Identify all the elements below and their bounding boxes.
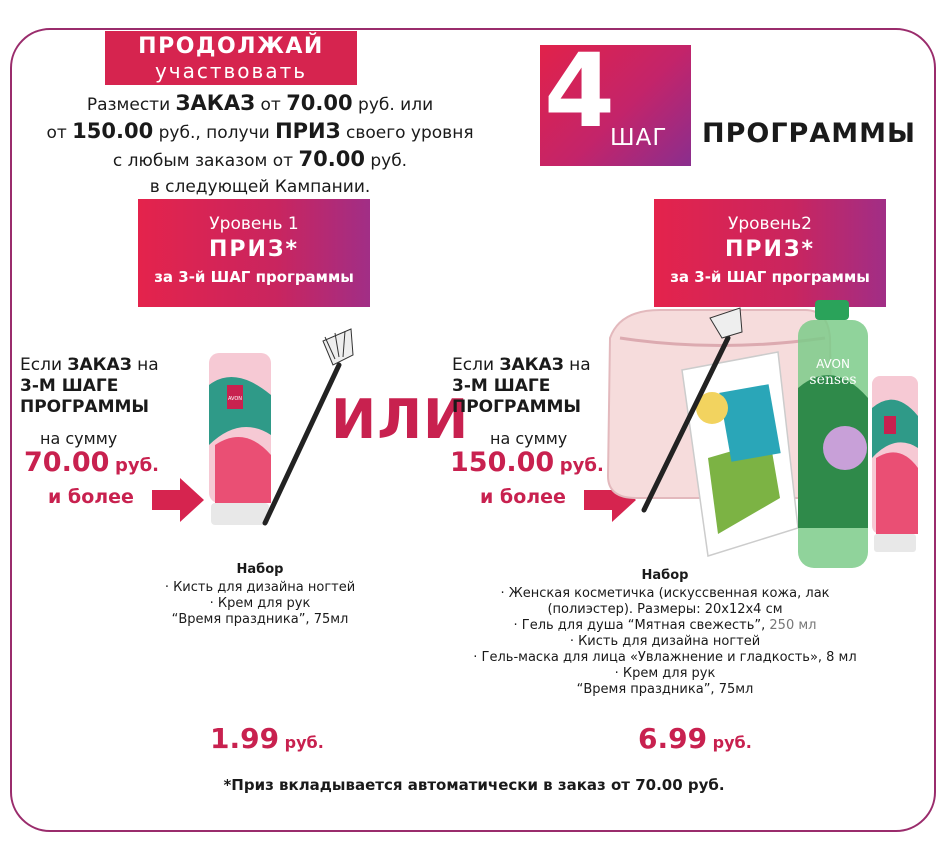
level-1-amount (24, 447, 159, 478)
set-item: “Время праздника”, 75мл (171, 612, 349, 627)
price-value: 1.99 (210, 722, 280, 755)
price-value: 6.99 (638, 722, 708, 755)
level-2-more: и более (480, 486, 566, 508)
set-item (455, 618, 875, 634)
set-title: Набор (236, 562, 284, 577)
condition-text: 3-М ШАГЕ (452, 376, 551, 396)
or-divider: ИЛИ (331, 388, 470, 451)
intro-text-part: ЗАКАЗ (175, 91, 256, 115)
level-1-set (130, 562, 390, 628)
set-title: Набор (641, 568, 689, 583)
face-mask-sachet-icon (682, 352, 798, 556)
level-2-set (455, 568, 875, 698)
banner-line-2: участвовать (154, 59, 308, 83)
set-item-text: · Гель для душа “Мятная свежесть”, (513, 618, 770, 633)
set-item: · Женская косметичка (искуссвенная кожа, лак (500, 586, 830, 601)
amount-currency: руб. (559, 455, 604, 476)
program-heading: ПРОГРАММЫ (702, 118, 916, 149)
banner-line-1: ПРОДОЛЖАЙ (138, 34, 324, 59)
level-1-sum-label: на сумму (40, 429, 118, 448)
level-1-price (210, 722, 324, 755)
intro-text-part: с любым заказом от (112, 151, 299, 171)
continue-banner (105, 31, 357, 85)
level-2-condition (452, 355, 591, 418)
intro-text-part: в следующей Кампании. (149, 177, 371, 197)
condition-text: ЗАКАЗ (499, 355, 564, 375)
arrow-right-icon (152, 478, 204, 522)
condition-text: ПРОГРАММЫ (20, 397, 150, 417)
price-currency: руб. (712, 733, 752, 752)
condition-text: Если (20, 355, 68, 375)
hand-cream-tube-icon (209, 353, 271, 525)
level-title: Уровень 1 (209, 214, 299, 234)
amount-value: 150.00 (450, 447, 555, 478)
condition-text: на (131, 355, 159, 375)
set-item: · Кисть для дизайна ногтей (164, 580, 356, 595)
set-item: · Гель-маска для лица «Увлажнение и гладкость», 8 мл (473, 650, 857, 665)
level-2-amount (450, 447, 604, 478)
intro-text-part: руб., получи (153, 123, 276, 143)
intro-text-part: от (46, 123, 73, 143)
step-word: ШАГ (610, 125, 668, 151)
shower-gel-bottle-icon (798, 300, 868, 568)
set-item: · Крем для рук (209, 596, 311, 611)
level-2-badge (654, 199, 886, 307)
level-prize: ПРИЗ* (724, 237, 816, 262)
intro-text-part: руб. или (352, 95, 434, 115)
set-item: · Кисть для дизайна ногтей (569, 634, 761, 649)
level-title: Уровень2 (728, 214, 812, 234)
level-2-sum-label: на сумму (490, 429, 568, 448)
condition-text: 3-М ШАГЕ (20, 376, 119, 396)
level-prize: ПРИЗ* (208, 237, 300, 262)
amount-value: 70.00 (24, 447, 110, 478)
condition-text: на (563, 355, 591, 375)
intro-text-part: Размести (86, 95, 176, 115)
intro-text-part: 150.00 (72, 119, 154, 143)
intro-text (0, 90, 520, 200)
intro-text-part: 70.00 (286, 91, 353, 115)
intro-text-part: руб. (364, 151, 408, 171)
tube-brand-text: AVON (227, 396, 243, 402)
hand-cream-tube-icon (872, 376, 918, 552)
amount-currency: руб. (114, 455, 160, 476)
level-subtitle: за 3-й ШАГ программы (154, 268, 354, 286)
condition-text: ЗАКАЗ (67, 355, 132, 375)
level-subtitle: за 3-й ШАГ программы (670, 268, 870, 286)
intro-text-part: 70.00 (298, 147, 365, 171)
level-1-badge (138, 199, 370, 307)
level-1-more: и более (48, 486, 134, 508)
bottle-line-text: senses (809, 372, 857, 388)
set-item: · Крем для рук (614, 666, 716, 681)
level-2-products-image (600, 298, 932, 568)
set-item-volume: 250 мл (769, 618, 817, 633)
bottle-brand-text: AVON (816, 357, 850, 371)
level-1-condition (20, 355, 159, 418)
footnote: *Приз вкладывается автоматически в заказ от 70.00 руб. (223, 776, 725, 794)
step-number: 4 (544, 32, 615, 151)
level-2-price (638, 722, 752, 755)
condition-text: Если (452, 355, 500, 375)
intro-text-part: от (255, 95, 287, 115)
step-badge (540, 32, 691, 166)
condition-text: ПРОГРАММЫ (452, 397, 582, 417)
price-currency: руб. (284, 733, 324, 752)
set-item: (полиэстер). Размеры: 20х12х4 см (547, 602, 783, 617)
intro-text-part: своего уровня (340, 123, 474, 143)
set-item: “Время праздника”, 75мл (576, 682, 754, 697)
intro-text-part: ПРИЗ (275, 119, 341, 143)
